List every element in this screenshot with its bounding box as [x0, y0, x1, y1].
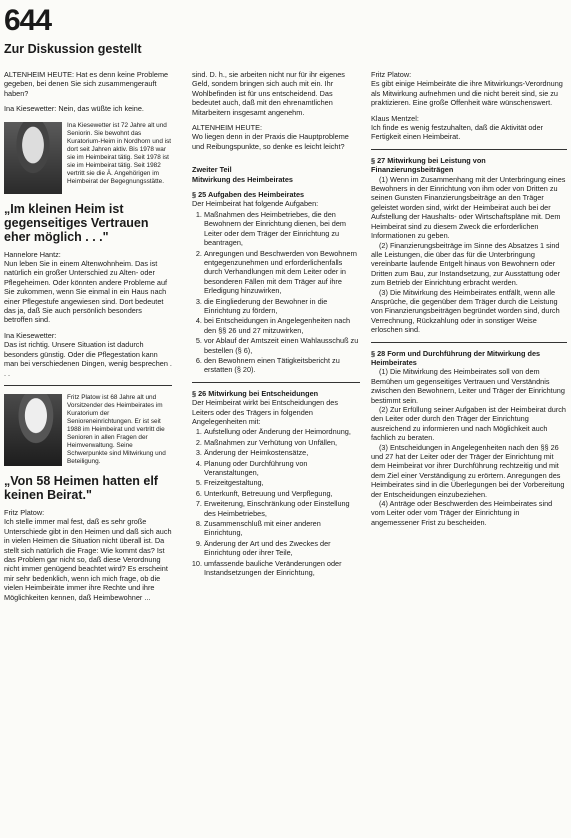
divider [192, 382, 360, 383]
list-item: 1. Maßnahmen des Heimbetriebes, die den Bewohnern der Einrichtung dienen, bei dem Leiter oder dem Träger der Einrichtung zu beantragen, [204, 210, 360, 248]
speaker-text: Nun leben Sie in einem Altenwohnheim. Das ist natürlich ein großer Unterschied zu Alten- oder Pflegeheimen. Oder könnten andere Probleme auf Sie zukommen, wenn Sie einmal in ein Haus nach einer Pflegestufe angewiesen sind. Dort bedeutet das ja, daß Sie auch persönlich besonders betroffen sind. [4, 259, 168, 325]
page-number: 644 [4, 4, 52, 37]
list-item: 4. Planung oder Durchführung von Veranstaltungen, [204, 459, 360, 478]
section-title-28: § 28 Form und Durchführung der Mitwirkung des Heimbeirates [371, 348, 541, 367]
list-item: 3. Änderung der Heimkostensätze, [204, 448, 360, 457]
list-item: 3. die Eingliederung der Bewohner in die Einrichtung zu fördern, [204, 297, 360, 316]
section-title-26: § 26 Mitwirkung bei Entscheidungen [192, 388, 319, 398]
part-subtitle: Mitwirkung des Heimbeirates [192, 174, 293, 184]
bio-block-2 [4, 394, 172, 466]
portrait-photo-1 [4, 122, 62, 194]
bio-block-1 [4, 122, 172, 194]
speaker-text: Das ist richtig. Unsere Situation ist dadurch besonders günstig. Oder die Pflegestation kann man bei verschiedenen Dingen, wenig besprechen . . . [4, 340, 172, 378]
interview-question: ALTENHEIM HEUTE: Hat es denn keine Probleme gegeben, bei denen Sie sich zusammengerauft haben? [4, 70, 169, 98]
list-item: 6. Unterkunft, Betreuung und Verpflegung, [204, 489, 360, 498]
speaker-label: Fritz Platow: [4, 507, 45, 517]
list-item: 6. den Bewohnern einen Tätigkeitsbericht zu erstatten (§ 20). [204, 356, 360, 375]
list-item: 10. umfassende bauliche Veränderungen oder Instandsetzungen der Einrichtung, [204, 559, 360, 578]
section-title-27: § 27 Mitwirkung bei Leistung von Finanzierungsbeiträgen [371, 155, 486, 175]
bio-caption-1: Ina Kiesewetter ist 72 Jahre alt und Seniorin. Sie bewohnt das Kuratorium-Heim in Nordhorn und ist dort seit Jahren aktiv. Bis 1978 war sie im Heimbeirat tätig. Seit 1978 ist sie im Heimbeirat tätig. Seit 1982 vertritt sie die Ä. Angehörigen im Heimbeirat der Begegnungsstätte. [67, 121, 172, 185]
speaker-text: Ich stelle immer mal fest, daß es sehr große Unterschiede gibt in den Heimen und daß sich auch in vielen Heimen die Situation nicht überall ist. Da stellt sich natürlich die Frage: Wie kommt das? Ist das Problem gar nicht so, daß diese Verordnung nicht immer genügend beachtet wird? Es erscheint mir sehr bedenklich, wenn ich mich frage, ob die vielen Heimbeiräte immer ihre Rechte und ihre Möglichkeiten kennen, daß Heimbewohner ... [4, 517, 172, 602]
list-item: 7. Erweiterung, Einschränkung oder Einstellung des Heimbetriebes, [204, 499, 360, 518]
section-title-25: § 25 Aufgaben des Heimbeirates [192, 190, 305, 200]
pull-quote-1: „Im kleinen Heim ist gegenseitiges Vertrauen eher möglich . . ." [4, 201, 149, 244]
speaker-label: Fritz Platow: [371, 70, 412, 79]
speaker-label: Ina Kiesewetter: [4, 330, 57, 340]
paragraph: (1) Wenn im Zusammenhang mit der Unterbringung eines Bewohners in der Einrichtung von ihm oder von Dritten zu seinen Gunsten Finanzierungsbeiträge an den Träger geleistet worden sind, wirkt der Heimbeirat auch bei der Aufstellung der Haushalts- oder Wirtschaftspläne mit. Dem Heimbeirat sind zu diesem Zweck die erforderlichen Informationen zu geben. [371, 174, 566, 241]
portrait-photo-2 [4, 394, 62, 466]
column-3 [371, 70, 567, 527]
column-1 [4, 70, 172, 602]
list-item: 5. vor Ablauf der Amtszeit einen Wahlausschuß zu bestellen (§ 6), [204, 336, 360, 355]
divider [371, 149, 567, 150]
column-2 [192, 70, 360, 579]
section-list-26 [192, 427, 360, 577]
list-item: 2. Anregungen und Beschwerden von Bewohnern entgegenzunehmen und erforderlichenfalls durch Verhandlungen mit dem Leiter oder in besonderen Fällen mit dem Träger auf ihre Erledigung hinzuwirken, [204, 249, 360, 296]
part-title: Zweiter Teil [192, 165, 232, 175]
speaker-label: Klaus Mentzel: [371, 113, 419, 123]
list-item: 4. bei Entscheidungen in Angelegenheiten nach den §§ 26 und 27 mitzuwirken, [204, 316, 360, 335]
divider [4, 385, 172, 386]
section-intro-26: Der Heimbeirat wirkt bei Entscheidungen des Leiters oder des Trägers in folgenden Angelegenheiten mit: [192, 398, 339, 426]
speaker-label: Hannelore Hantz: [4, 249, 61, 259]
list-item: 5. Freizeitgestaltung, [204, 478, 360, 487]
speaker-label: ALTENHEIM HEUTE: [192, 123, 263, 133]
section-heading: Zur Diskussion gestellt [4, 42, 142, 56]
list-item: 2. Maßnahmen zur Verhütung von Unfällen, [204, 438, 360, 447]
interview-answer: Ina Kiesewetter: Nein, das wüßte ich keine. [4, 104, 144, 114]
pull-quote-2: „Von 58 Heimen hatten elf keinen Beirat." [4, 473, 158, 502]
paragraph: (3) Entscheidungen in Angelegenheiten nach den §§ 26 und 27 hat der Leiter oder der Träger der Einrichtung mit dem Heimbeirat vor ihrer Durchführung rechtzeitig und mit dem Ziel einer Verständigung zu erörtern. Anregungen des Heimbeirates sind in die Überlegungen bei der Vorbereitung der Entscheidungen einzubeziehen. [371, 442, 565, 499]
list-item: 9. Änderung der Art und des Zweckes der Einrichtung oder ihrer Teile, [204, 539, 360, 558]
list-item: 1. Aufstellung oder Änderung der Heimordnung, [204, 427, 360, 436]
paragraph: (1) Die Mitwirkung des Heimbeirates soll von dem Bemühen um gegenseitiges Vertrauen und Verständnis zwischen den Bewohnern, Leiter und Träger der Einrichtung bestimmt sein. [371, 367, 565, 405]
paragraph: (3) Die Mitwirkung des Heimbeirates entfällt, wenn alle Ansprüche, die gegenüber dem Träger durch die Leistung von Finanzierungsbeiträgen begründet worden sind, durch Verrechnung, Rückzahlung oder in sonstiger Weise erloschen sind. [371, 287, 560, 335]
speaker-text: Es gibt einige Heimbeiräte die ihre Mitwirkungs-Verordnung als Mitwirkung aufnehmen und die nicht bereit sind, sie zu praktizieren. Eine große Offenheit wäre wünschenswert. [371, 79, 563, 108]
bio-caption-2: Fritz Platow ist 68 Jahre alt und Vorsitzender des Heimbeirates im Kuratorium der Senioreneinrichtungen. Er ist seit 1988 im Heimbeirat und vertritt die Senioren in allen Fragen der Heimverwaltung. Seine Schwerpunkte sind Mitwirkung und Beteiligung. [67, 393, 166, 465]
continued-text: sind. D. h., sie arbeiten nicht nur für ihr eigenes Geld, sondern bringen sich auch mit ein. Ihr Wohlbefinden ist für uns entscheidend. Das bedeutet auch, daß mit den ehrenamtlichen Mitarbeitern insgesamt angenehm. [192, 70, 345, 117]
paragraph: (4) Anträge oder Beschwerden des Heimbeirates sind vom Leiter oder vom Träger der Einrichtung in angemessener Frist zu bescheiden. [371, 499, 553, 527]
section-intro-25: Der Heimbeirat hat folgende Aufgaben: [192, 199, 319, 209]
list-item: 8. Zusammenschluß mit einer anderen Einrichtung, [204, 519, 360, 538]
speaker-text: Ich finde es wenig festzuhalten, daß die Aktivität oder Fertigkeit einen Heimbeirat. [371, 123, 543, 142]
paragraph: (2) Zur Erfüllung seiner Aufgaben ist der Heimbeirat durch den Leiter oder durch den Träger der Einrichtung ausreichend zu informieren und nach Möglichkeit auch fachlich zu beraten. [371, 405, 566, 443]
paragraph: (2) Finanzierungsbeiträge im Sinne des Absatzes 1 sind alle Leistungen, die über das für die Unterbringung vereinbarte laufende Entgelt hinaus von Bewohnern oder Dritten zum Bau, zur Instandsetzung, zur Ausstattung oder zum Betrieb der Einrichtung erbracht werden. [371, 240, 561, 288]
divider [371, 342, 567, 343]
section-list-25 [192, 210, 360, 375]
speaker-text: Wo liegen denn in der Praxis die Hauptprobleme und Reibungspunkte, so denke es leicht leicht? [192, 132, 349, 151]
